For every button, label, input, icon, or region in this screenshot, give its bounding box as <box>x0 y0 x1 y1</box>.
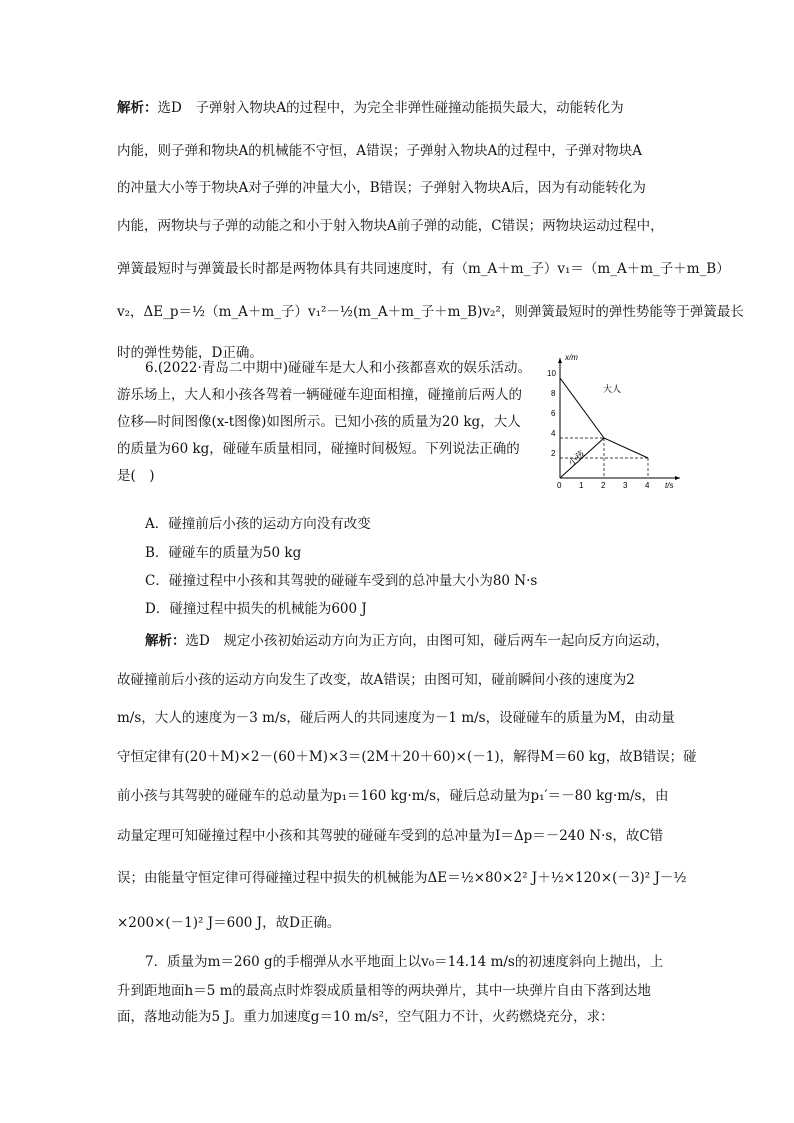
adult-label: 大人 <box>603 384 622 394</box>
y-tick-label: 10 <box>547 369 556 378</box>
explanation-q6-line: 守恒定律有(20＋M)×2－(60＋M)×3＝(2M＋20＋60)×(－1)，解得M＝60 kg，故B错误；碰 <box>117 749 697 765</box>
explanation-line: 解析：选D 子弹射入物块A的过程中，为完全非弹性碰撞动能损失最大，动能转化为 <box>117 100 624 116</box>
explanation-line: v₂，ΔE_p＝½（m_A＋m_子）v₁²－½(m_A＋m_子＋m_B)v₂²，则弹簧最短时的弹性势能等于弹簧最长 <box>117 304 744 320</box>
question-7-line: 升到距地面h＝5 m的最高点时炸裂成质量相等的两块弹片，其中一块弹片自由下落到达地 <box>117 983 651 999</box>
explanation-line: 的冲量大小等于物块A对子弹的冲量大小，B错误；子弹射入物块A后，因为有动能转化为 <box>117 180 646 196</box>
explanation-q6-line: 误；由能量守恒定律可得碰撞过程中损失的机械能为ΔE＝½×80×2² J＋½×120×(－3)² J－½ <box>117 870 687 886</box>
y-tick-label: 8 <box>551 389 556 398</box>
option-d: D．碰撞过程中损失的机械能为600 J <box>145 601 367 617</box>
xt-graph <box>545 350 685 490</box>
explanation-line: 内能，两物块与子弹的动能之和小于射入物块A前子弹的动能，C错误；两物块运动过程中， <box>117 218 664 234</box>
x-tick-label: 3 <box>623 481 628 490</box>
question-7-line: 7．质量为m＝260 g的手榴弹从水平地面上以v₀＝14.14 m/s的初速度斜向上抛出，上 <box>145 954 664 970</box>
y-tick-label: 2 <box>551 449 556 458</box>
x-axis-label: t/s <box>665 481 674 490</box>
x-tick-label: 1 <box>579 481 584 490</box>
option-b: B．碰碰车的质量为50 kg <box>145 545 302 561</box>
x-tick-label: 2 <box>601 481 606 490</box>
question-6-line: 游乐场上，大人和小孩各驾着一辆碰碰车迎面相撞，碰撞前后两人的 <box>117 387 522 403</box>
x-axis-arrow-icon <box>675 476 680 480</box>
y-tick-label: 4 <box>551 429 556 438</box>
explanation-q6-line: 解析：选D 规定小孩初始运动方向为正方向，由图可知，碰后两车一起向反方向运动， <box>145 633 669 649</box>
y-axis-arrow-icon <box>558 358 562 363</box>
explanation-q6-line: ×200×(－1)² J＝600 J，故D正确。 <box>117 915 341 931</box>
child-label: 小孩 <box>566 448 587 468</box>
explanation-line: 时的弹性势能，D正确。 <box>117 345 263 361</box>
x-tick-label: 0 <box>557 481 562 490</box>
question-6-line: 位移—时间图像(x-t图像)如图所示。已知小孩的质量为20 kg，大人 <box>117 414 521 430</box>
explanation-q6-line: 动量定理可知碰撞过程中小孩和其驾驶的碰碰车受到的总冲量为I＝Δp＝－240 N·s，故C错 <box>117 828 664 844</box>
explanation-line: 内能，则子弹和物块A的机械能不守恒，A错误；子弹射入物块A的过程中，子弹对物块A <box>117 143 642 159</box>
option-a: A．碰撞前后小孩的运动方向没有改变 <box>145 516 371 532</box>
y-axis-label: x/m <box>565 353 578 362</box>
question-6-line: 是( ) <box>117 468 155 484</box>
x-tick-label: 4 <box>645 481 650 490</box>
question-7-line: 面，落地动能为5 J。重力加速度g＝10 m/s²，空气阻力不计，火药燃烧充分，求： <box>117 1009 614 1025</box>
y-tick-label: 6 <box>551 409 556 418</box>
option-c: C．碰撞过程中小孩和其驾驶的碰碰车受到的总冲量大小为80 N·s <box>145 573 538 589</box>
question-6-line: 的质量为60 kg，碰碰车质量相同，碰撞时间极短。下列说法正确的 <box>117 441 520 457</box>
explanation-q6-line: 前小孩与其驾驶的碰碰车的总动量为p₁＝160 kg·m/s，碰后总动量为p₁′＝－80 kg·m/s，由 <box>117 788 669 804</box>
explanation-line: 弹簧最短时与弹簧最长时都是两物体具有共同速度时，有（m_A＋m_子）v₁＝（m_A＋m_子＋m_B） <box>117 261 730 277</box>
explanation-q6-line: m/s，大人的速度为－3 m/s，碰后两人的共同速度为－1 m/s，设碰碰车的质量为M，由动量 <box>117 710 675 726</box>
question-6-line: 6.(2022·青岛二中期中)碰碰车是大人和小孩都喜欢的娱乐活动。 <box>145 360 532 376</box>
explanation-q6-line: 故碰撞前后小孩的运动方向发生了改变，故A错误；由图可知，碰前瞬间小孩的速度为2 <box>117 672 635 688</box>
